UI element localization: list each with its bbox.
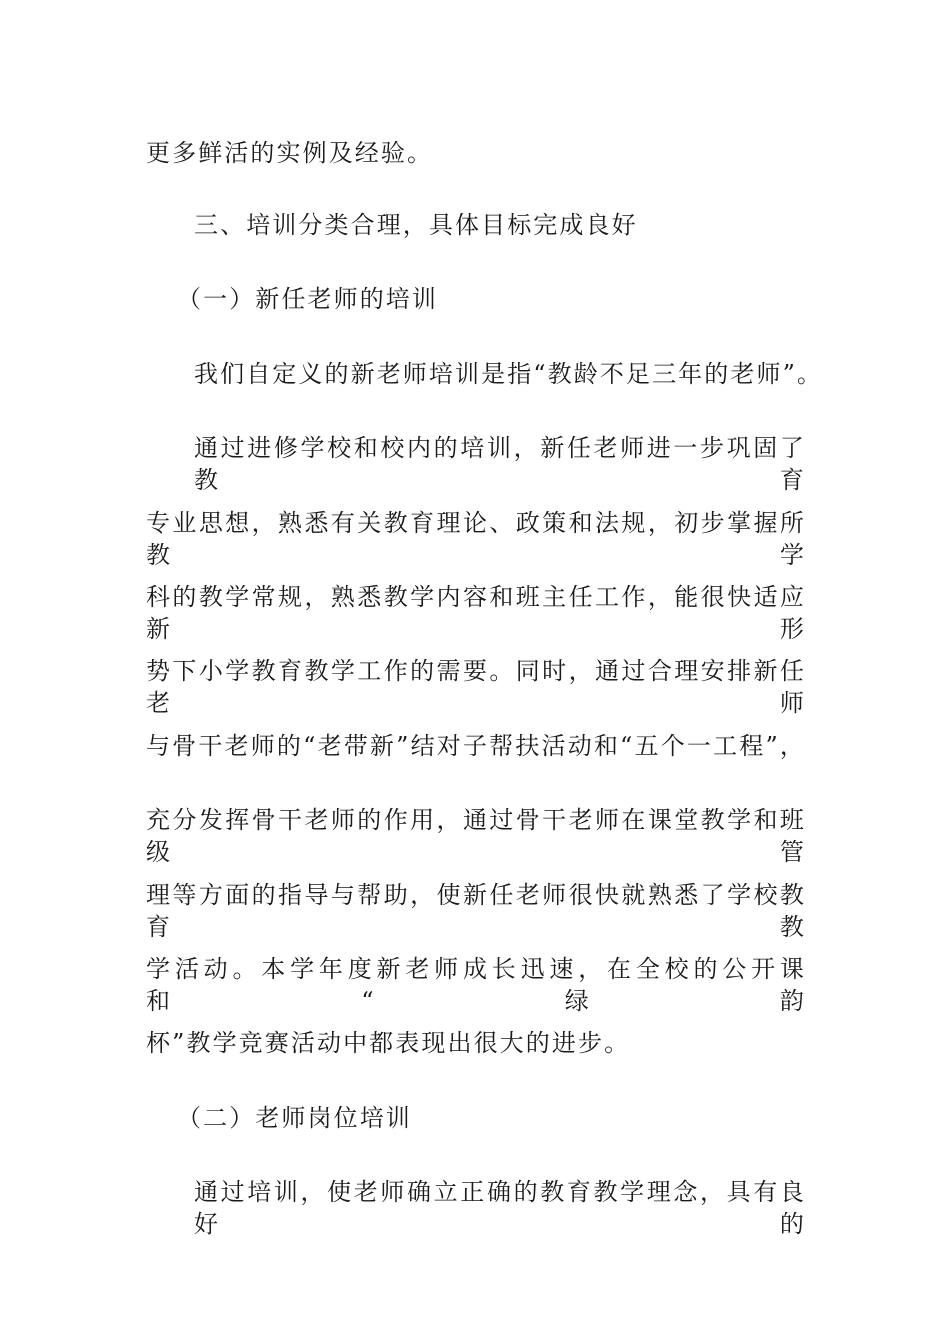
paragraph-line: 通过进修学校和校内的培训，新任老师进一步巩固了教育 [194,434,806,494]
subsection-heading-new-teachers: （一）新任老师的培训 [177,285,438,313]
paragraph-line-continuation: 更多鲜活的实例及经验。 [146,139,434,167]
paragraph-line: 势下小学教育教学工作的需要。同时，通过合理安排新任老师 [146,657,806,717]
subsection-heading-post-training: （二）老师岗位培训 [177,1104,412,1132]
paragraph-line: 专业思想，熟悉有关教育理论、政策和法规，初步掌握所教学 [146,509,806,569]
paragraph-line: 科的教学常规，熟悉教学内容和班主任工作，能很快适应新形 [146,583,806,643]
paragraph-definition: 我们自定义的新老师培训是指“教龄不足三年的老师”。 [194,360,824,388]
paragraph-line-end: 杯”教学竞赛活动中都表现出很大的进步。 [146,1029,631,1057]
paragraph-line: 充分发挥骨干老师的作用，通过骨干老师在课堂教学和班级管 [146,806,806,866]
section-heading: 三、培训分类合理，具体目标完成良好 [194,211,638,239]
paragraph-line: 学活动。本学年度新老师成长迅速，在全校的公开课和“绿韵 [146,955,806,1015]
paragraph-line: 理等方面的指导与帮助，使新任老师很快就熟悉了学校教育教 [146,881,806,941]
paragraph-line: 与骨干老师的“老带新”结对子帮扶活动和“五个一工程”， [146,732,806,760]
paragraph-line: 通过培训，使老师确立正确的教育教学理念，具有良好的 [194,1178,806,1238]
